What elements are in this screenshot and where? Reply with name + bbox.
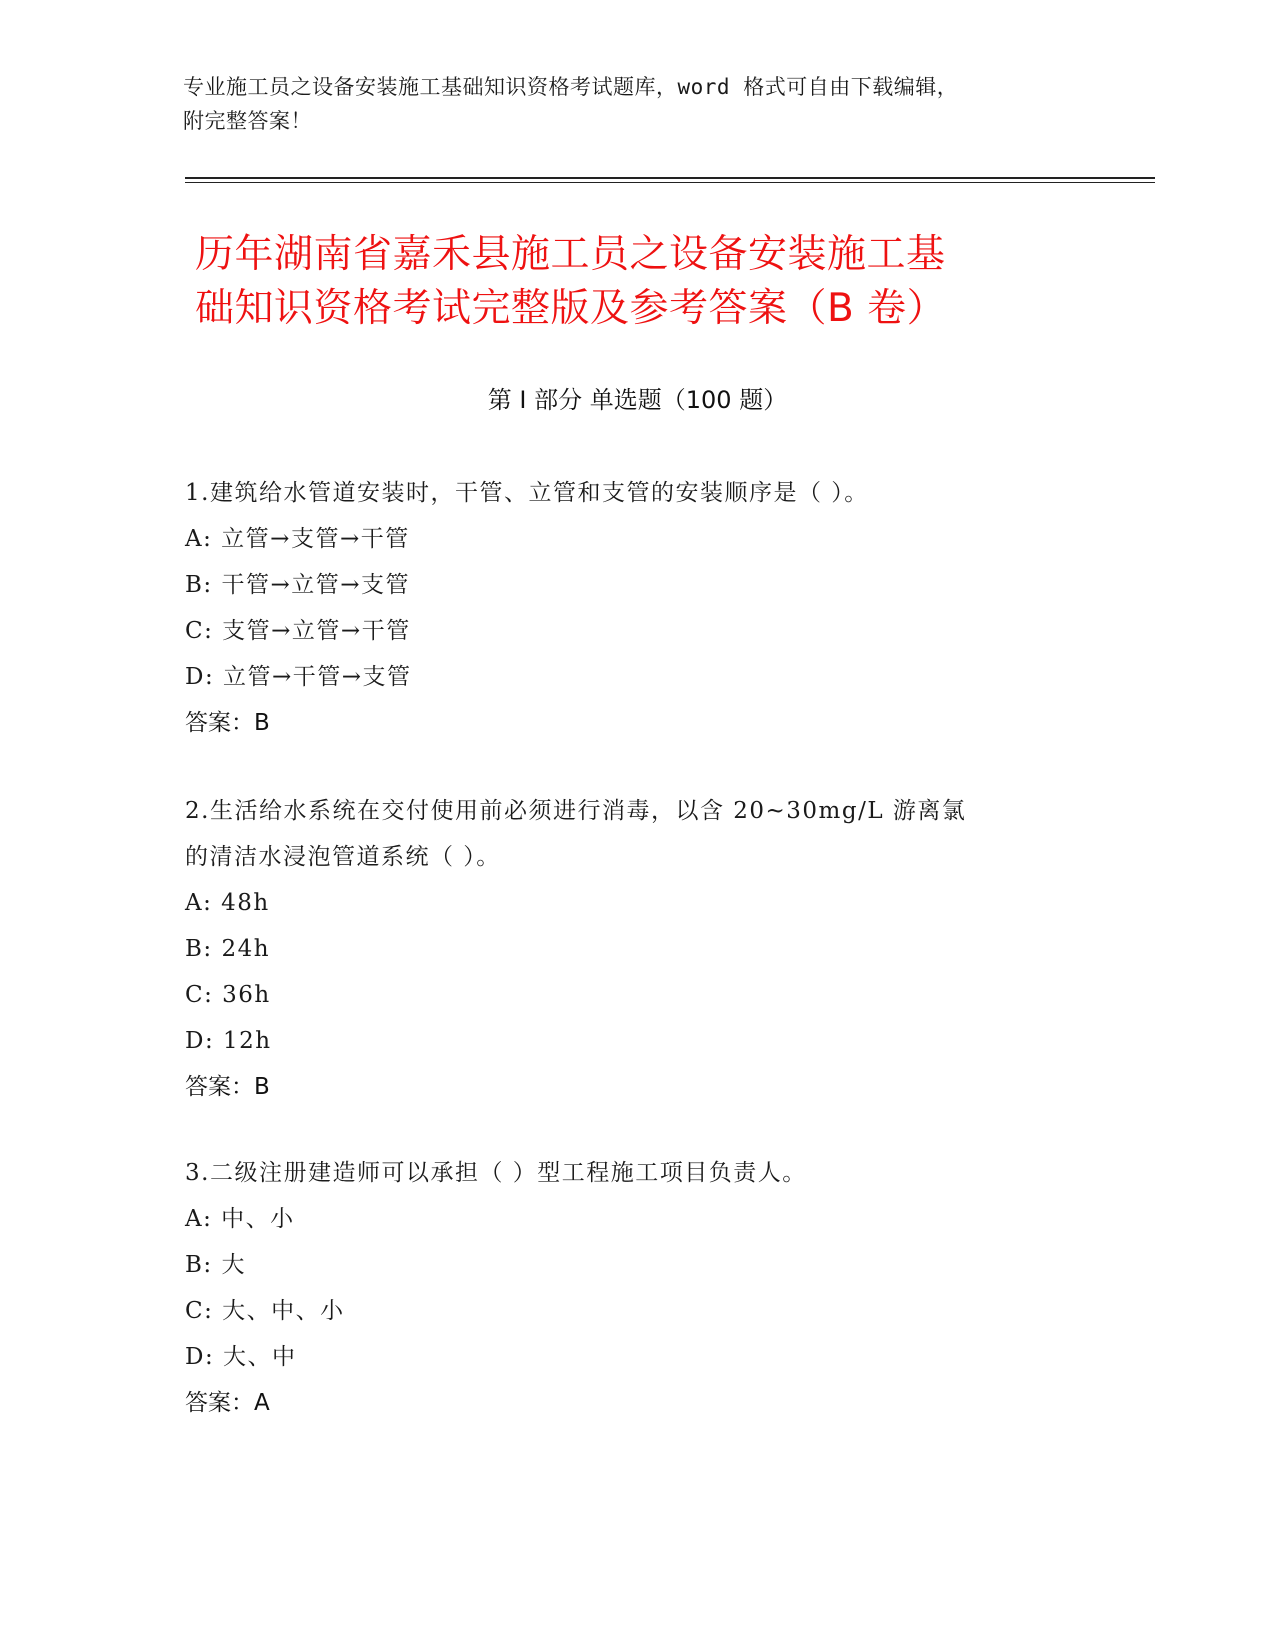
answer: 答案：B bbox=[185, 1074, 270, 1100]
option-c: C: 支管→立管→干管 bbox=[185, 618, 411, 644]
question-stem: 3.二级注册建造师可以承担（ ）型工程施工项目负责人。 bbox=[185, 1160, 807, 1186]
answer: 答案：B bbox=[185, 710, 270, 736]
question-stem-line-2: 的清洁水浸泡管道系统（ ）。 bbox=[185, 844, 501, 870]
header-note-line-2: 附完整答案！ bbox=[183, 109, 312, 133]
header-rule-thick bbox=[185, 177, 1155, 179]
document-title-line-1: 历年湖南省嘉禾县施工员之设备安装施工基 bbox=[195, 232, 946, 277]
option-b: B: 干管→立管→支管 bbox=[185, 572, 411, 598]
question-1 bbox=[185, 470, 1085, 746]
document-title-line-2: 础知识资格考试完整版及参考答案（B 卷） bbox=[195, 286, 947, 331]
option-a: A: 48h bbox=[185, 890, 270, 916]
question-stem-line-1: 2.生活给水系统在交付使用前必须进行消毒，以含 20~30mg/L 游离氯 bbox=[185, 798, 967, 824]
option-b: B: 大 bbox=[185, 1252, 246, 1278]
document-title bbox=[195, 228, 1095, 336]
header-note-line-1: 专业施工员之设备安装施工基础知识资格考试题库，word 格式可自由下载编辑， bbox=[183, 75, 959, 99]
section-heading: 第 I 部分 单选题（100 题） bbox=[487, 386, 788, 414]
question-stem: 1.建筑给水管道安装时，干管、立管和支管的安装顺序是（ ）。 bbox=[185, 480, 869, 506]
question-3 bbox=[185, 1150, 1085, 1426]
option-a: A: 中、小 bbox=[185, 1206, 295, 1232]
option-c: C: 大、中、小 bbox=[185, 1298, 345, 1324]
answer: 答案：A bbox=[185, 1390, 270, 1416]
header-rule-thin bbox=[185, 182, 1155, 183]
option-a: A: 立管→支管→干管 bbox=[185, 526, 410, 552]
option-d: D: 大、中 bbox=[185, 1344, 297, 1370]
option-b: B: 24h bbox=[185, 936, 271, 962]
option-d: D: 12h bbox=[185, 1028, 272, 1054]
question-2 bbox=[185, 788, 1085, 1110]
header-note bbox=[183, 70, 1063, 138]
option-d: D: 立管→干管→支管 bbox=[185, 664, 412, 690]
option-c: C: 36h bbox=[185, 982, 271, 1008]
